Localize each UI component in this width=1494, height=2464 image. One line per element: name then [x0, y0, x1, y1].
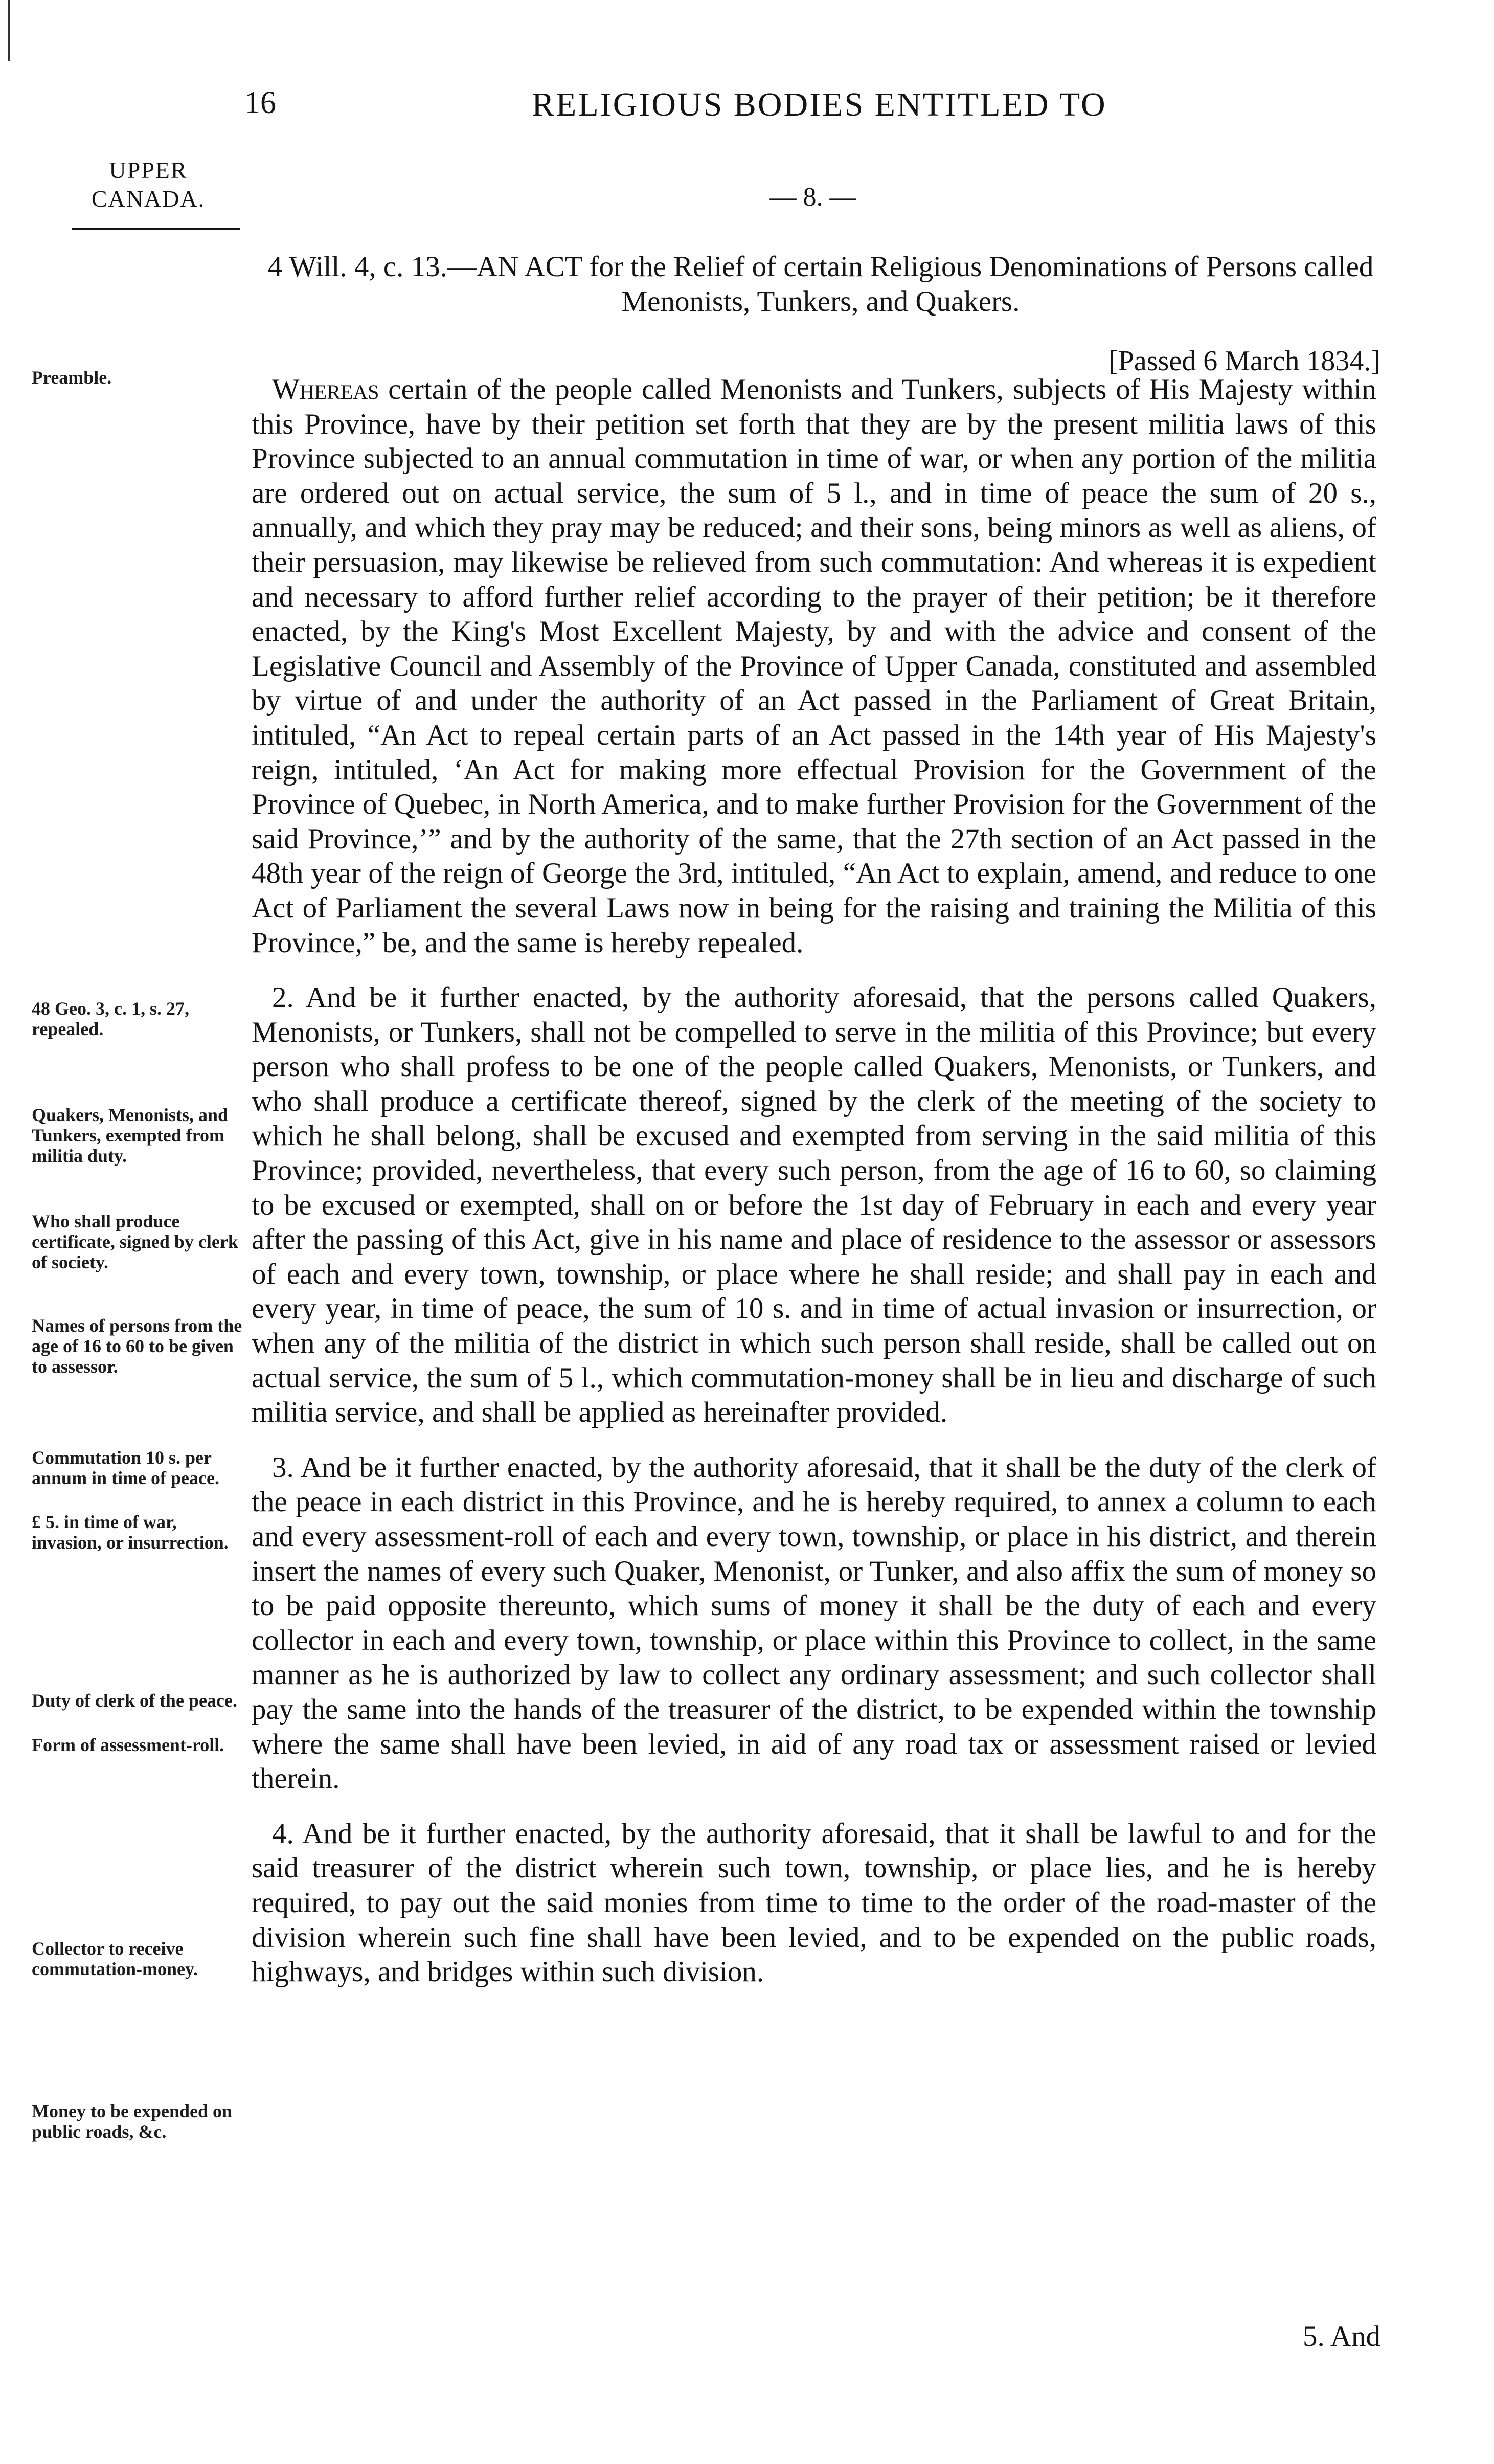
- region-label-line2: CANADA.: [91, 186, 206, 212]
- section-2-paragraph: 2. And be it further enacted, by the authority aforesaid, that the persons called Quakers, Menonists, or Tunkers, shall not be compelled to serve in the militia of this Province; but every person who shall profess to be one of the people called Quakers, Menonists, or Tunkers, and who shall produce a certificate thereof, signed by the clerk of the meeting of the society to which he shall belong, shall be excused and exempted from serving in the said militia of this Province; provided, nevertheless, that every such person, from the age of 16 to 60, so claiming to be excused or exempted, shall on or before the 1st day of February in each and every year after the passing of this Act, give in his name and place of residence to the assessor or assessors of each and every town, township, or place where he shall reside; and shall pay in each and every year, in time of peace, the sum of 10 s. and in time of actual invasion or insurrection, or when any of the militia of the district in which such person shall reside, shall be called out on actual service, the sum of 5 l., which commutation-money shall be in lieu and discharge of such militia service, and shall be applied as hereinafter provided.: [252, 981, 1376, 1429]
- section-4-paragraph: 4. And be it further enacted, by the authority aforesaid, that it shall be lawful to and for the said treasurer of the district wherein such town, township, or place lies, and he is hereby required, to pay out the said monies from time to time to the order of the road-master of the division wherein such fine shall have been levied, and to be expended on the public roads, highways, and bridges within such division.: [252, 1817, 1376, 1988]
- preamble-text: certain of the people called Menonists and Tunkers, subjects of His Majesty within this Province, have by their petition set forth that they are by the present militia laws of this Province subjected to an annual commutation in time of war, or when any portion of the militia are ordered out on actual service, the sum of 5 l., and in time of peace the sum of 20 s., annually, and which they pray may be reduced; and their sons, being minors as well as aliens, of their persuasion, may likewise be relieved from such commutation: And whereas it is expedient and necessary to afford further relief according to the prayer of their petition; be it therefore enacted, by the King's Most Excellent Majesty, by and with the advice and consent of the Legislative Council and Assembly of the Province of Upper Canada, constituted and assembled by virtue of and under the authority of an Act passed in the Parliament of Great Britain, intituled, “An Act to repeal certain parts of an Act passed in the 14th year of His Majesty's reign, intituled, ‘An Act for making more effectual Provision for the Government of the Province of Quebec, in North America, and to make further Provision for the Government of the said Province,’” and by the authority of the same, that the 27th section of an Act passed in the 48th year of the reign of George the 3rd, intituled, “An Act to explain, amend, and reduce to one Act of Parliament the several Laws now in being for the raising and training the Militia of this Province,” be, and the same is hereby repealed.: [252, 373, 1376, 959]
- preamble-paragraph: [252, 372, 1376, 960]
- margin-note-assessment-roll: Form of assessment-roll.: [32, 1735, 224, 1755]
- margin-note-clerk-duty: Duty of clerk of the peace.: [32, 1690, 237, 1711]
- margin-note-money-expended: Money to be expended on public roads, &c.: [32, 2101, 233, 2142]
- margin-note-commutation-peace: Commutation 10 s. per annum in time of peace.: [32, 1447, 219, 1488]
- margin-note-certificate: Who shall produce certificate, signed by clerk of society.: [32, 1211, 238, 1272]
- margin-note-names-to-assessor: Names of persons from the age of 16 to 60 to be given to assessor.: [32, 1315, 242, 1377]
- margin-note-exempted: Quakers, Menonists, and Tunkers, exempted from militia duty.: [32, 1105, 229, 1166]
- preamble-lead-word: Whereas: [272, 373, 379, 406]
- margin-note-repealed: 48 Geo. 3, c. 1, s. 27, repealed.: [32, 998, 189, 1039]
- section-3-paragraph: 3. And be it further enacted, by the authority aforesaid, that it shall be the duty of the clerk of the peace in each district in this Province, and he is hereby required, to annex a column to each and every assessment-roll of each and every town, township, or place in his district, and therein insert the names of every such Quaker, Menonist, or Tunker, and also affix the sum of money so to be paid opposite thereunto, which sums of money it shall be the duty of each and every collector in each and every town, township, or place within this Province to collect, in the same manner as he is authorized by law to collect any ordinary assessment; and such collector shall pay the same into the hands of the treasurer of the district, to be expended within the township where the same shall have been levied, in aid of any road tax or assessment raised or levied therein.: [252, 1451, 1376, 1795]
- page-number: 16: [244, 85, 276, 120]
- section-number: — 8. —: [769, 183, 856, 212]
- running-title: RELIGIOUS BODIES ENTITLED TO: [532, 86, 1107, 123]
- margin-note-preamble: Preamble.: [32, 367, 112, 388]
- margin-note-collector: Collector to receive commutation-money.: [32, 1938, 198, 1979]
- margin-note-commutation-war: £ 5. in time of war, invasion, or insurrection.: [32, 1512, 229, 1553]
- catchword: 5. And: [1302, 2320, 1380, 2353]
- act-body: [252, 372, 1376, 1989]
- region-label-line1: UPPER: [109, 157, 188, 183]
- margin-notes: [0, 0, 245, 2464]
- act-title: 4 Will. 4, c. 13.—AN ACT for the Relief of certain Religious Denominations of Persons called Menonists, Tunkers, and Quakers.: [267, 251, 1374, 318]
- passed-date: [Passed 6 March 1834.]: [1108, 345, 1380, 377]
